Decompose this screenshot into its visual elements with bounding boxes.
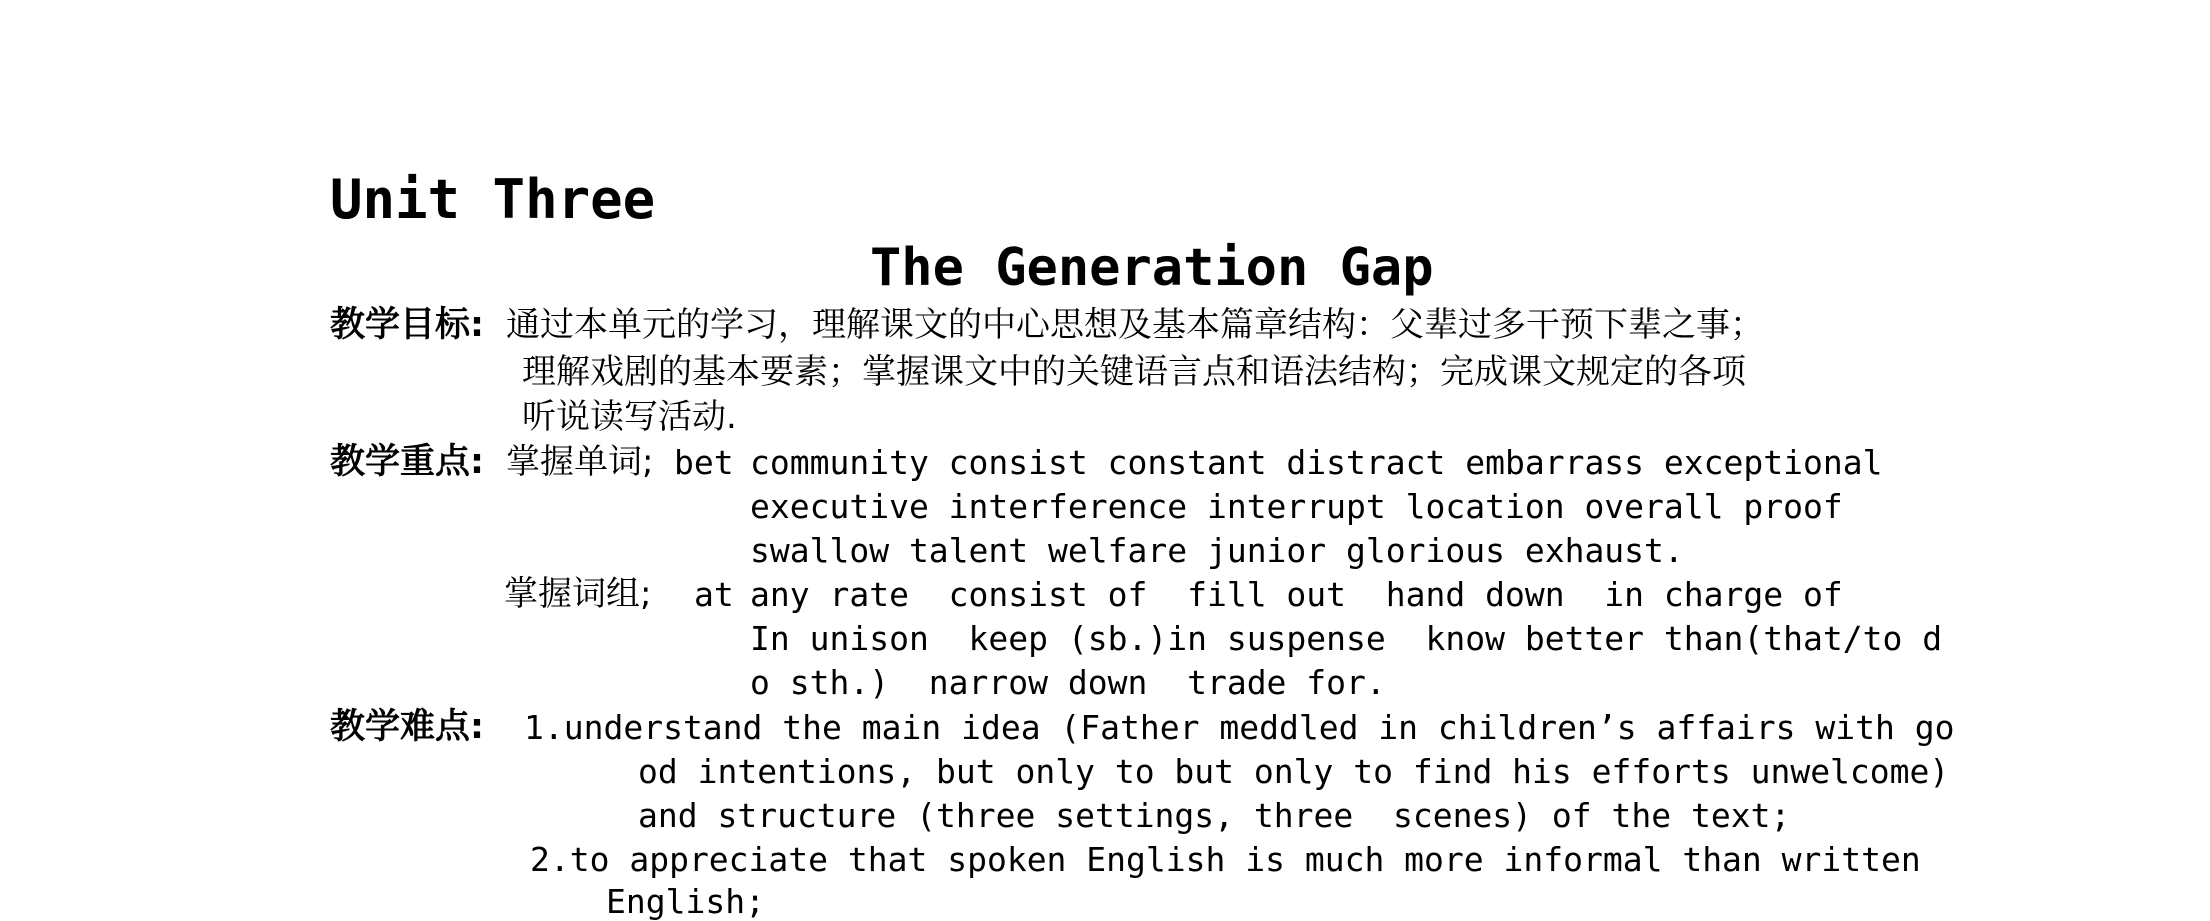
key-phrases-line-1: any rate consist of fill out hand down in charge of (750, 575, 1843, 614)
difficult-item-1-line-2: od intentions, but only to but only to find his efforts unwelcome) (638, 752, 1950, 791)
key-words-lead: bet (674, 443, 734, 482)
objectives-line-3: 听说读写活动. (522, 397, 737, 437)
key-phrases-lead: at (694, 575, 734, 614)
difficult-item-1-line-3: and structure (three settings, three scenes) of the text; (638, 796, 1791, 835)
unit-title: Unit Three (330, 168, 656, 231)
main-title: The Generation Gap (870, 238, 1434, 298)
objectives-line-2: 理解戏剧的基本要素；掌握课文中的关键语言点和语法结构；完成课文规定的各项 (522, 352, 1746, 392)
key-phrases-line-2: In unison keep (sb.)in suspense know better than(that/to d (750, 619, 1943, 658)
difficult-item-2-line-1: 2.to appreciate that spoken English is much more informal than written (530, 840, 1921, 879)
difficult-item-1-line-1: 1.understand the main idea (Father meddled in children’s affairs with go (524, 708, 1955, 747)
difficult-points-label: 教学难点: (330, 707, 484, 747)
difficult-item-2-line-2: English; (606, 882, 765, 921)
key-words-line-2: executive interference interrupt location overall proof (750, 487, 1843, 526)
key-words-label: 掌握单词; (506, 442, 654, 482)
objectives-label: 教学目标: (330, 305, 484, 345)
key-points-label: 教学重点: (330, 442, 484, 482)
key-phrases-label: 掌握词组; (504, 574, 652, 614)
key-phrases-line-3: o sth.) narrow down trade for. (750, 663, 1386, 702)
key-words-line-3: swallow talent welfare junior glorious exhaust. (750, 531, 1684, 570)
objectives-line-1: 通过本单元的学习，理解课文的中心思想及基本篇章结构：父辈过多干预下辈之事； (506, 305, 1764, 345)
key-words-line-1: community consist constant distract embarrass exceptional (750, 443, 1883, 482)
